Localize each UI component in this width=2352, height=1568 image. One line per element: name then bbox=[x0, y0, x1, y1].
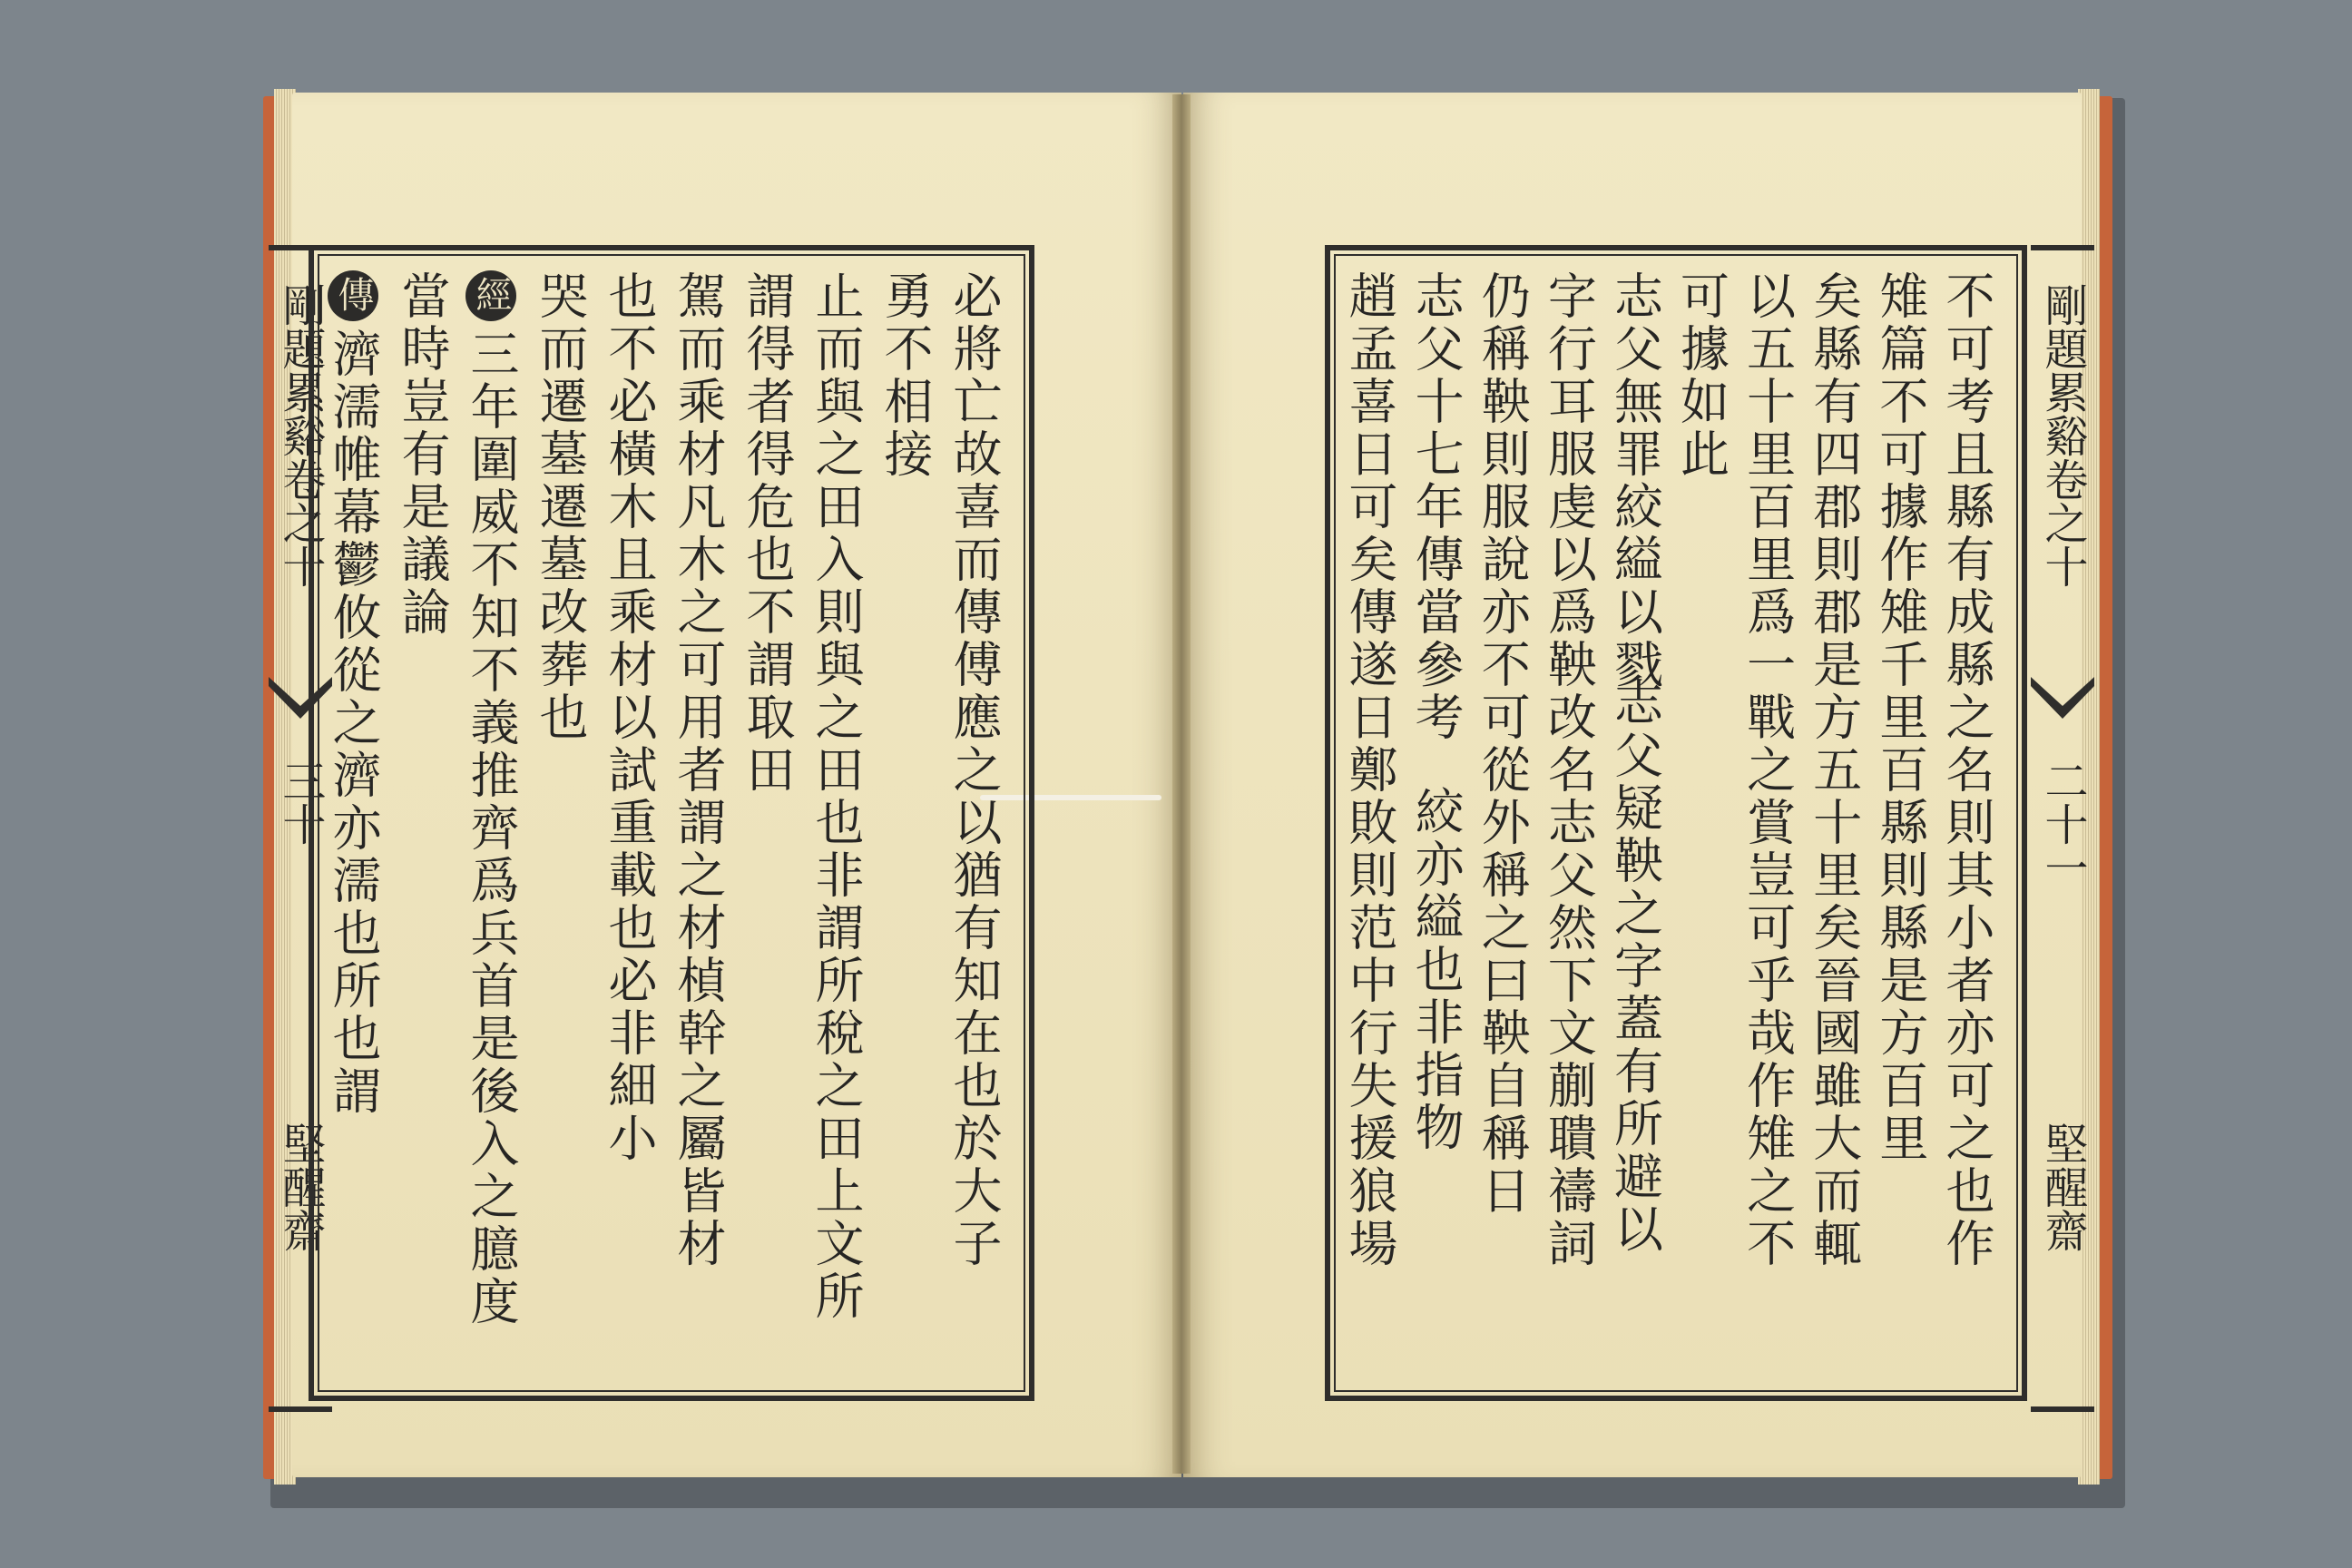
right-column-text: 仍稱鞅則服說亦不可從外稱之曰鞅自稱日 bbox=[1474, 270, 1532, 1218]
left-column-text: 三年圍威不知不義推齊爲兵首是後入之臆度 bbox=[463, 328, 520, 1328]
right-text-column bbox=[1341, 270, 1397, 1270]
right-text-column bbox=[1740, 270, 1796, 1270]
left-center-leaf: 三十 bbox=[275, 759, 326, 846]
left-column-text: 濟濡帷幕鬱攸從之濟亦濡也所也謂 bbox=[325, 328, 382, 1118]
right-text-column bbox=[1673, 270, 1730, 481]
right-text-column bbox=[1407, 270, 1464, 744]
right-column-text: 可據如此 bbox=[1672, 270, 1730, 481]
left-column-text: 謂得者得危也不謂取田 bbox=[739, 270, 796, 797]
left-column-text: 哭而遷墓遷墓改葬也 bbox=[532, 270, 589, 744]
left-column-text: 勇不相接 bbox=[877, 270, 934, 481]
left-text-column bbox=[877, 270, 933, 481]
right-column-text: 雉篇不可據作雉千里百縣則縣是方百里 bbox=[1871, 270, 1929, 1165]
left-text-column bbox=[670, 270, 726, 1270]
right-column-text: 以五十里百里爲一戰之賞豈可乎哉作雉之不 bbox=[1739, 270, 1797, 1270]
right-center-foot: 堅醒齋 bbox=[2037, 1122, 2088, 1252]
right-column-text: 矣縣有四郡則郡是方五十里矣晉國雖大而輒 bbox=[1805, 270, 1863, 1270]
right-center-column bbox=[2031, 245, 2094, 1412]
right-center-title: 剛題累谿卷之十 bbox=[2037, 283, 2088, 588]
left-annotation-badge: 經 bbox=[466, 270, 516, 321]
left-column-text: 也不必橫木且乘材以試重載也必非細小 bbox=[601, 270, 658, 1165]
left-text-column bbox=[739, 270, 795, 797]
right-fishtail-icon bbox=[2031, 677, 2094, 719]
left-column-text: 必將亡故喜而傳傅應之以猶有知在也於大子 bbox=[946, 270, 1003, 1270]
right-column-text: 字行耳服虔以爲鞅改名志父然下文蒯聵禱詞 bbox=[1540, 270, 1598, 1270]
left-column-text: 止而與之田入則與之田也非謂所稅之田上文所 bbox=[808, 270, 865, 1323]
right-column-text: 志父無罪絞縊以戮 bbox=[1606, 270, 1664, 691]
right-text-column bbox=[1938, 270, 1994, 1270]
left-text-frame bbox=[309, 245, 1034, 1401]
right-text-column bbox=[1872, 270, 1928, 1165]
left-text-column bbox=[463, 270, 519, 1328]
left-text-column bbox=[946, 270, 1002, 1270]
left-center-title: 剛題累谿卷之十 bbox=[275, 283, 326, 588]
left-column-text: 當時豈有是議論 bbox=[394, 270, 451, 639]
left-text-column bbox=[325, 270, 381, 1118]
left-text-column bbox=[394, 270, 450, 639]
right-text-frame bbox=[1325, 245, 2027, 1401]
right-text-column bbox=[1606, 270, 1662, 691]
right-column-text: 不可考且縣有成縣之名則其小者亦可之也作 bbox=[1938, 270, 1995, 1270]
right-text-column bbox=[1540, 270, 1596, 1270]
right-column-text: 趙孟喜日可矣傳遂日鄭敗則范中行失援狼場 bbox=[1341, 270, 1398, 1270]
right-inline-note: 絞亦縊也非指物 bbox=[1407, 786, 1465, 1154]
left-text-column bbox=[532, 270, 588, 744]
left-text-column bbox=[808, 270, 864, 1323]
left-column-text: 駕而乘材凡木之可用者謂之材楨幹之屬皆材 bbox=[670, 270, 727, 1270]
left-text-column bbox=[601, 270, 657, 1165]
left-annotation-badge: 傳 bbox=[328, 270, 378, 321]
right-center-leaf: 二十一 bbox=[2037, 759, 2088, 889]
left-center-foot: 堅醒齋 bbox=[275, 1122, 326, 1252]
right-text-column bbox=[1806, 270, 1862, 1270]
right-text-column bbox=[1474, 270, 1530, 1218]
right-column-text: 志父十七年傳當參考 bbox=[1407, 270, 1465, 744]
right-inline-note: 志父疑鞅之字蓋有所避以 bbox=[1606, 677, 1664, 1256]
book-gutter bbox=[1172, 94, 1191, 1474]
